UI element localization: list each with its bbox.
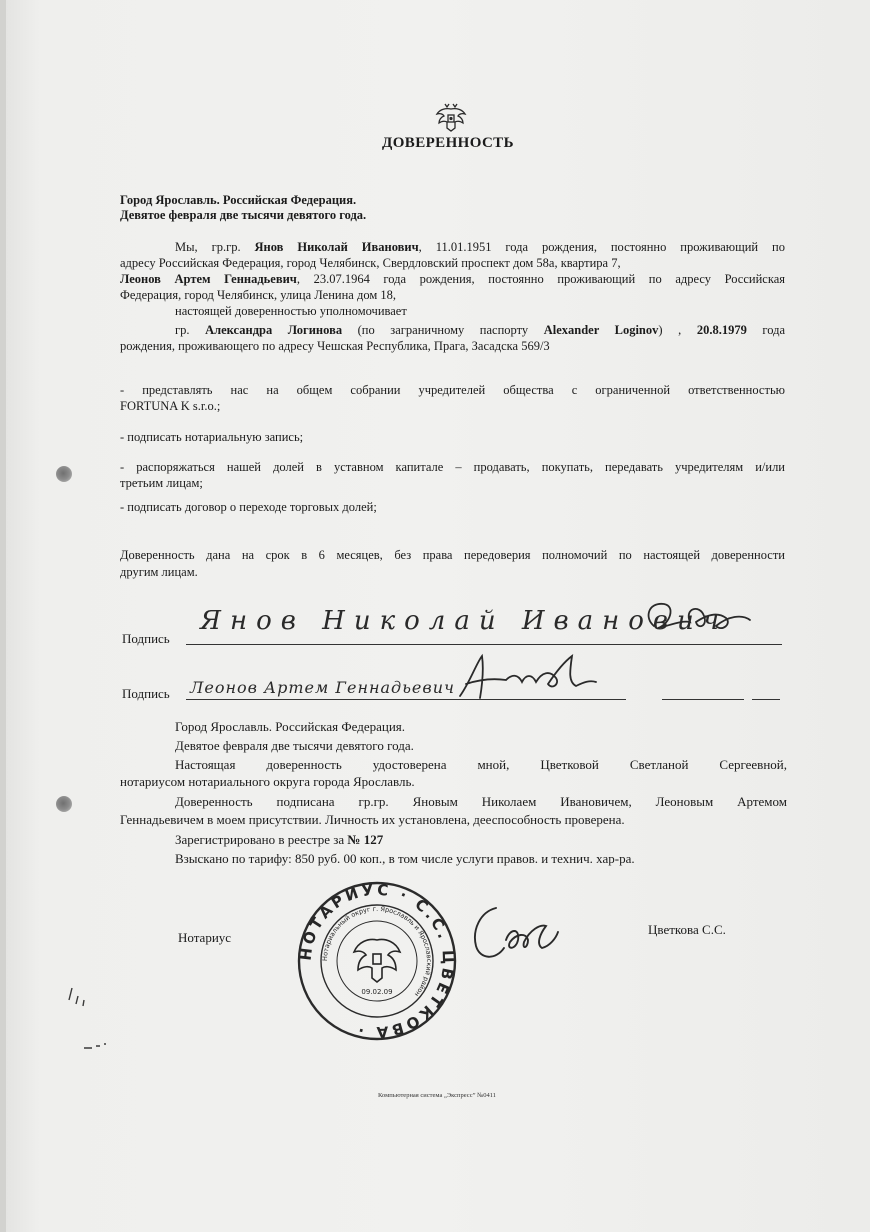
footer-note: Компьютерная система „Экспресс” №0411: [378, 1092, 497, 1099]
document-place: Город Ярославль. Российская Федерация.: [120, 193, 357, 207]
power-item-2: - подписать нотариальную запись;: [120, 430, 304, 444]
margin-marks: [64, 980, 114, 1060]
signature-1-handwriting: Янов Николай Иванович: [200, 606, 728, 636]
signature-1-scribble: [638, 596, 758, 642]
signature-2-label: Подпись: [122, 686, 170, 701]
signature-2-line-segment: [662, 699, 744, 700]
notarial-signed-line-2: Геннадьевичем в моем присутствии. Личность их установлена, дееспособность проверена.: [120, 812, 625, 827]
document-date: Девятое февраля две тысячи девятого года.: [120, 208, 367, 222]
document-title: ДОВЕРЕННОСТЬ: [382, 135, 514, 151]
principals-line-2: адресу Российская Федерация, город Челябинск, Свердловский проспект дом 58а, квартира 7,: [120, 256, 621, 270]
notarial-date: Девятое февраля две тысячи девятого года.: [175, 738, 414, 753]
notary-signature: [466, 898, 562, 966]
notarial-certify-line-2: нотариусом нотариального округа города Ярославль.: [120, 774, 415, 789]
signature-2-handwriting: Леонов Артем Геннадьевич: [190, 678, 455, 697]
notary-label: Нотариус: [178, 930, 232, 945]
notary-seal: [296, 880, 458, 1042]
power-item-3-line-1: - распоряжаться нашей долей в уставном капитале – продавать, покупать, передавать учредителям и/или: [120, 460, 785, 474]
seal-outer-text: НОТАРИУС · С.С. ЦВЕТКОВА ·: [296, 880, 458, 1042]
signature-1-line: [186, 644, 782, 645]
agent-line-1: гр. Александра Логинова (по заграничному паспорту Alexander Loginov) , 20.8.1979 года: [175, 323, 785, 337]
principals-line-1: Мы, гр.гр. Янов Николай Иванович, 11.01.1951 года рождения, постоянно проживающий по: [175, 240, 785, 254]
notarial-place: Город Ярославль. Российская Федерация.: [175, 719, 406, 734]
term-line-2: другим лицам.: [120, 565, 198, 579]
coat-of-arms-emblem: [434, 100, 468, 134]
scan-edge: [0, 0, 6, 1232]
notary-name: Цветкова С.С.: [648, 922, 726, 937]
seal-date: 09.02.09: [361, 988, 393, 996]
punch-hole: [56, 796, 72, 812]
seal-inner-text: Нотариальный округ г. Ярославль и Ярославский район: [320, 904, 434, 999]
power-item-3-line-2: третьим лицам;: [120, 476, 203, 490]
signature-1-label: Подпись: [122, 631, 170, 646]
notarial-fee: Взыскано по тарифу: 850 руб. 00 коп., в том числе услуги правов. и технич. хар-ра.: [175, 851, 635, 866]
notarial-certify-line-1: Настоящая доверенность удостоверена мной, Цветковой Светланой Сергеевной,: [175, 757, 787, 772]
agent-line-2: рождения, проживающего по адресу Чешская Республика, Прага, Засадска 569/3: [120, 339, 550, 353]
signature-2-line-segment: [752, 699, 780, 700]
principals-line-3: Леонов Артем Геннадьевич, 23.07.1964 года рождения, постоянно проживающий по адресу Российская: [120, 272, 785, 286]
power-item-4: - подписать договор о переходе торговых долей;: [120, 500, 377, 514]
term-line-1: Доверенность дана на срок в 6 месяцев, без права передоверия полномочий по настоящей доверенности: [120, 548, 785, 562]
principals-line-5: настоящей доверенностью уполномочивает: [175, 304, 407, 318]
notarial-registry: Зарегистрировано в реестре за № 127: [175, 832, 384, 847]
power-item-1-line-1: - представлять нас на общем собрании учредителей общества с ограниченной ответственностью: [120, 383, 785, 397]
seal-eagle-icon: [354, 940, 400, 983]
principals-line-4: Федерация, город Челябинск, улица Ленина дом 18,: [120, 288, 397, 302]
notarial-signed-line-1: Доверенность подписана гр.гр. Яновым Николаем Ивановичем, Леоновым Артемом: [175, 794, 787, 809]
power-item-1-line-2: FORTUNA K s.r.o.;: [120, 399, 221, 413]
punch-hole: [56, 466, 72, 482]
signature-2-scribble: [452, 652, 602, 708]
